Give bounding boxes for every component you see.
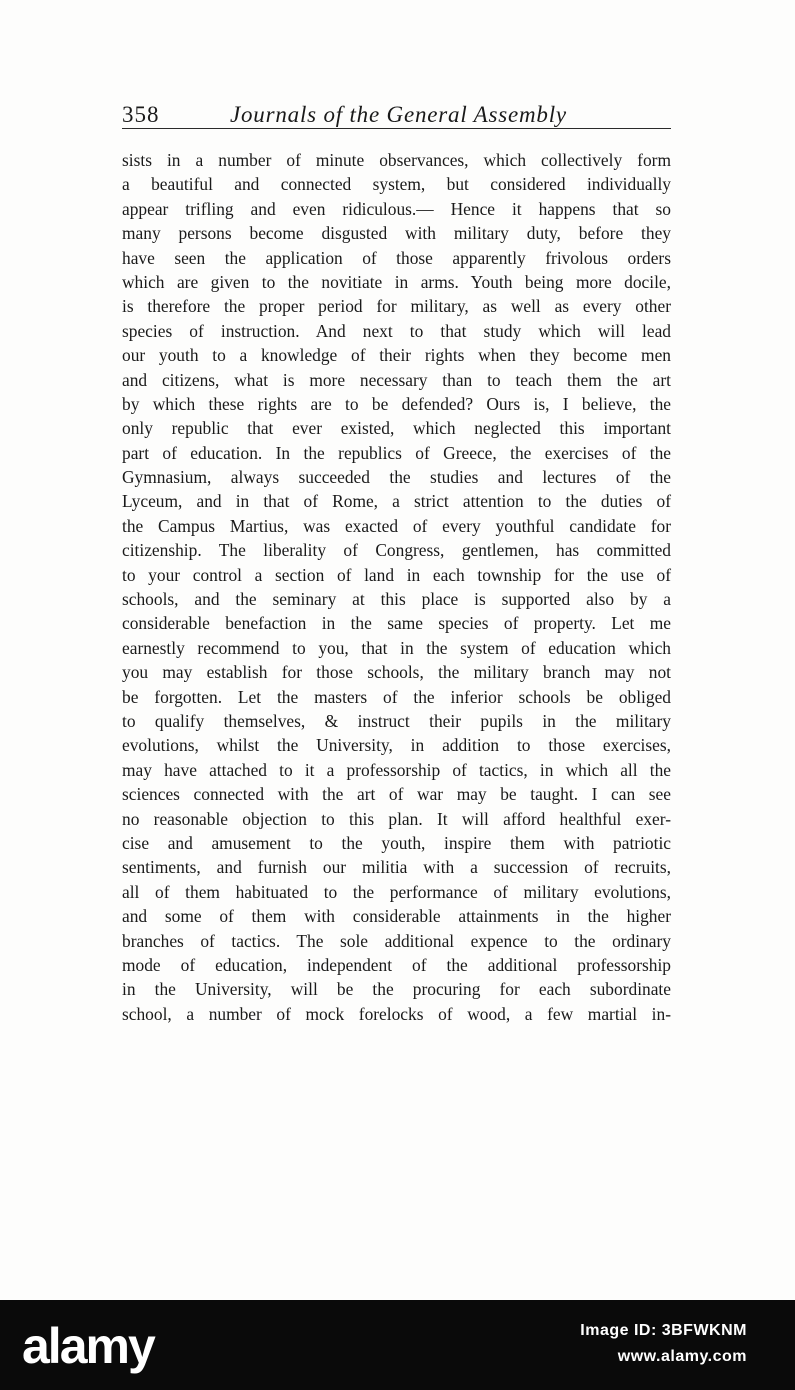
header-rule [122,128,671,129]
text-line: only republic that ever existed, which neglected this important [122,418,671,439]
text-line: species of instruction. And next to that study which will lead [122,320,671,341]
text-line: school, a number of mock forelocks of wood, a few martial in- [122,1003,671,1024]
text-line: sists in a number of minute observances, which collectively form [122,150,671,170]
text-line: the Campus Martius, was exacted of every youthful candidate for [122,515,671,536]
running-title: Journals of the General Assembly [230,102,567,127]
text-line: all of them habituated to the performance of military evolutions, [122,881,671,902]
page-header [122,100,671,130]
text-line: and citizens, what is more necessary than to teach them the art [122,369,671,390]
text-line: cise and amusement to the youth, inspire them with patriotic [122,832,671,853]
text-line: by which these rights are to be defended? Ours is, I believe, the [122,393,671,414]
text-line: you may establish for those schools, the military branch may not [122,662,671,683]
text-line: Gymnasium, always succeeded the studies and lectures of the [122,467,671,488]
text-line: have seen the application of those apparently frivolous orders [122,247,671,268]
text-line: is therefore the proper period for military, as well as every other [122,296,671,317]
text-line: to your control a section of land in each township for the use of [122,564,671,585]
text-line: considerable benefaction in the same species of property. Let me [122,613,671,634]
text-line: appear trifling and even ridiculous.— Hence it happens that so [122,198,671,219]
text-line: sentiments, and furnish our militia with a succession of recruits, [122,857,671,878]
text-line: evolutions, whilst the University, in addition to those exercises, [122,735,671,756]
text-line: be forgotten. Let the masters of the inferior schools be obliged [122,686,671,707]
text-line: a beautiful and connected system, but considered individually [122,174,671,195]
text-line: earnestly recommend to you, that in the system of education which [122,637,671,658]
text-line: and some of them with considerable attainments in the higher [122,906,671,927]
text-line: part of education. In the republics of Greece, the exercises of the [122,442,671,463]
body-text [122,148,671,1026]
text-line: many persons become disgusted with military duty, before they [122,223,671,244]
text-line: Lyceum, and in that of Rome, a strict attention to the duties of [122,491,671,512]
text-line: our youth to a knowledge of their rights when they become men [122,345,671,366]
text-line: branches of tactics. The sole additional expence to the ordinary [122,930,671,951]
text-line: in the University, will be the procuring for each subordinate [122,979,671,1000]
text-line: schools, and the seminary at this place is supported also by a [122,589,671,610]
image-id-label: Image ID: 3BFWKNM [580,1322,747,1339]
text-line: citizenship. The liberality of Congress, gentlemen, has committed [122,540,671,561]
text-line: mode of education, independent of the additional professorship [122,954,671,975]
watermark-banner [0,1300,795,1390]
text-line: no reasonable objection to this plan. It will afford healthful exer- [122,808,671,829]
text-line: sciences connected with the art of war may be taught. I can see [122,784,671,805]
text-line: which are given to the novitiate in arms. Youth being more docile, [122,271,671,292]
text-line: may have attached to it a professorship of tactics, in which all the [122,759,671,780]
page-number: 358 [122,102,160,127]
site-url-label: www.alamy.com [617,1348,747,1365]
alamy-logo: alamy [22,1318,154,1374]
text-line: to qualify themselves, & instruct their pupils in the military [122,710,671,731]
